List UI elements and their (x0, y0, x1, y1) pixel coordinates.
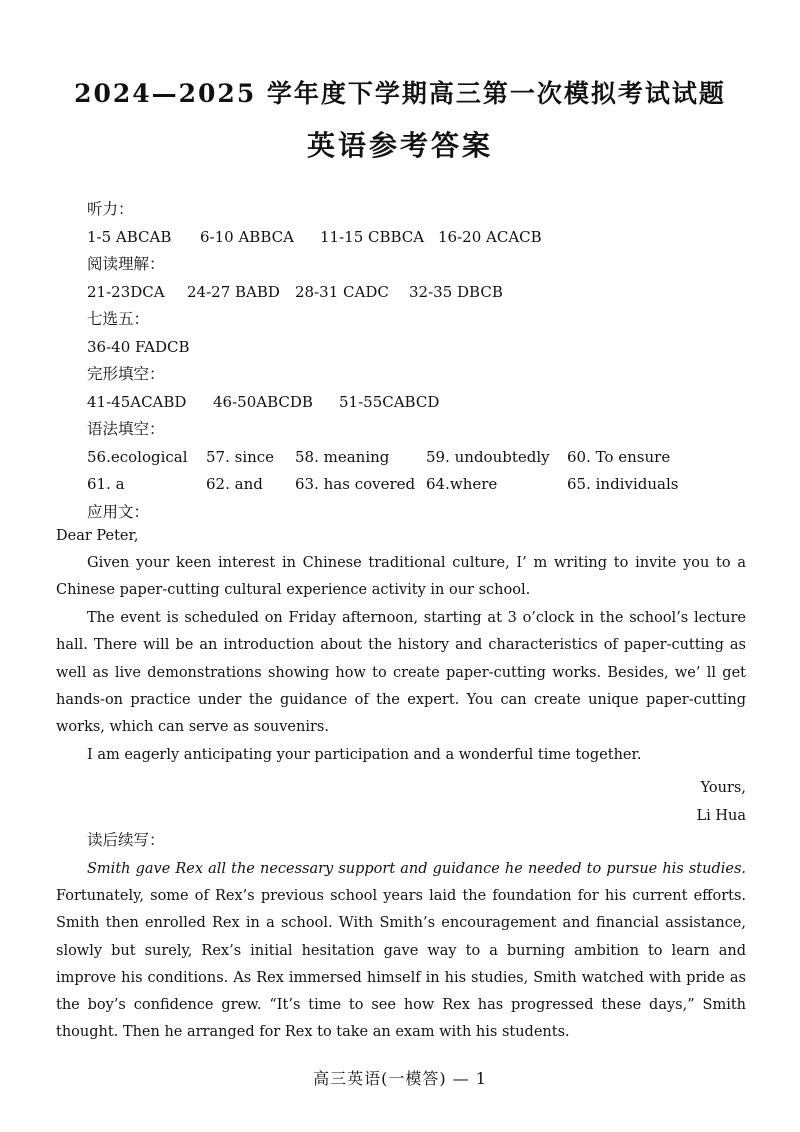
grammar-answer: 62. and (206, 475, 263, 493)
answer-group: 1-5 ABCAB (87, 227, 172, 246)
answer-group: 32-35 DBCB (409, 282, 503, 301)
letter-signature: Li Hua (696, 807, 746, 824)
grammar-answers-row-2 (87, 471, 747, 499)
grammar-answer: 56.ecological (87, 447, 188, 466)
answer-key (87, 196, 747, 526)
answer-group: 41-45ACABD (87, 392, 187, 411)
grammar-answer: 58. meaning (295, 447, 390, 466)
answer-group: 46-50ABCDB (213, 392, 313, 411)
continuation-story (56, 856, 746, 1046)
writing-label: 应用文： (87, 502, 150, 521)
letter-closing: Yours, (700, 780, 746, 797)
answer-group: 6-10 ABBCA (200, 227, 294, 246)
answer-group: 16-20 ACACB (438, 227, 542, 246)
letter-paragraph: The event is scheduled on Friday afternoon, starting at 3 o’clock in the school’s lecture hall. There will be an introduction about the history and characteristics of paper-cutting as well as live demonstrations showing how to create paper-cutting works. Besides, we’ ll get hands-on practice under the guidance of the expert. You can create unique paper-cutting works, which can serve as souvenirs. (56, 609, 746, 736)
grammar-answer: 64.where (426, 475, 498, 493)
story-opening-sentence: Smith gave Rex all the necessary support and guidance he needed to pursue his studies. (87, 861, 746, 877)
grammar-answer: 59. undoubtedly (426, 447, 550, 466)
reading-answers (87, 279, 747, 307)
letter-greeting: Dear Peter, (56, 528, 139, 544)
cloze-answers (87, 389, 747, 417)
answer-group: 51-55CABCD (339, 392, 440, 411)
answer-group: 11-15 CBBCA (320, 227, 425, 246)
story-paragraph (56, 856, 746, 1046)
page-footer: 高三英语(一模答) — 1 (313, 1069, 487, 1088)
answer-group: 24-27 BABD (187, 282, 280, 301)
story-text: Fortunately, some of Rex’s previous school years laid the foundation for his current efforts. Smith then enrolled Rex in a school. With Smith’s encouragement and financial assistance, slowly but surely, Rex’s initial hesitation gave way to a burning ambition to learn and improve his conditions. As Rex immersed himself in his studies, Smith watched with pride as the boy’s confidence grew. “It’s time to see how Rex has progressed these days,” Smith thought. Then he arranged for Rex to take an exam with his students. (56, 888, 746, 1041)
grammar-answer: 61. a (87, 475, 125, 493)
seven-five-label: 七选五： (87, 310, 150, 328)
answer-group: 21-23DCA (87, 282, 165, 301)
listening-answers (87, 224, 747, 252)
letter-paragraph: I am eagerly anticipating your participation and a wonderful time together. (87, 746, 642, 763)
sample-letter (56, 522, 746, 830)
grammar-answers-row-1 (87, 444, 747, 472)
reading-label: 阅读理解： (87, 255, 165, 273)
grammar-label: 语法填空： (87, 420, 165, 438)
seven-five-answers (87, 334, 747, 362)
page-subtitle: 英语参考答案 (306, 129, 493, 162)
answer-group: 36-40 FADCB (87, 337, 190, 356)
letter-paragraph: Given your keen interest in Chinese traditional culture, I’ m writing to invite you to a Chinese paper-cutting cultural experience activity in our school. (56, 555, 746, 599)
cloze-label: 完形填空： (87, 365, 165, 383)
answer-group: 28-31 CADC (295, 282, 389, 301)
listening-label: 听力： (87, 200, 134, 218)
grammar-answer: 63. has covered (295, 475, 416, 493)
continuation-label: 读后续写： (87, 831, 165, 849)
page-title: 2024—2025 学年度下学期高三第一次模拟考试试题 (74, 79, 726, 108)
grammar-answer: 57. since (206, 447, 275, 466)
grammar-answer: 65. individuals (567, 475, 679, 493)
grammar-answer: 60. To ensure (567, 447, 671, 466)
